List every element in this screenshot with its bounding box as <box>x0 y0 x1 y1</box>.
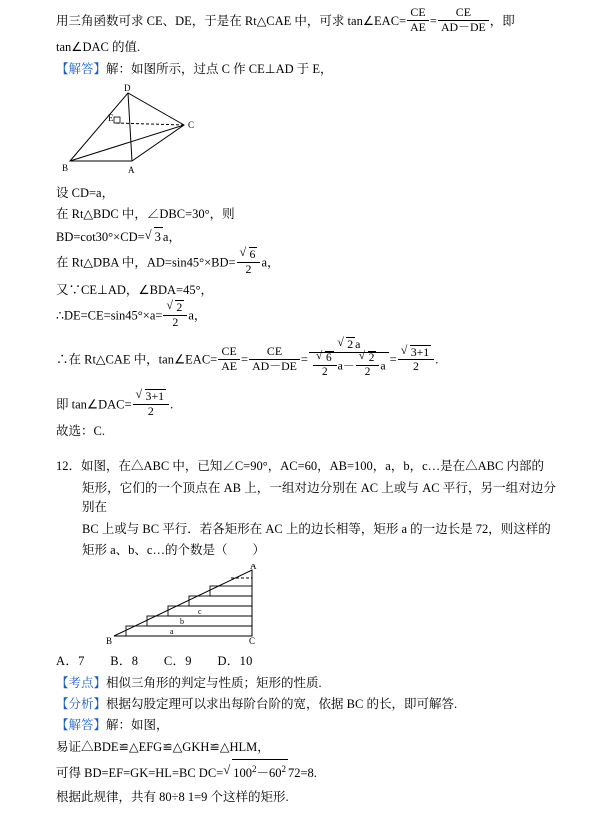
q11-sqrt-2b <box>337 337 355 352</box>
q11-frac-2-den: AD－DE <box>440 19 486 34</box>
q11-step-1: 设 CD=a， <box>56 186 115 201</box>
kaodian-text: 相似三角形的判定与性质；矩形的性质. <box>106 675 322 690</box>
q11-eq-3: = <box>389 352 397 367</box>
q11-frac-ce-ae-num: CE <box>218 345 240 360</box>
q11-sqrt-3plus1 <box>401 345 432 360</box>
q12-label-C: C <box>249 636 256 647</box>
q11-sqrt-3plus1-rad: 3+1 <box>410 344 430 359</box>
q11-eq-1: = <box>241 352 249 367</box>
q11-step-5: 又∵CE⊥AD，∠BDA=45°， <box>56 282 214 297</box>
q12-jieda-line <box>56 716 556 735</box>
answer-tag: 【解答】 <box>56 61 107 76</box>
q11-eq-2: = <box>300 352 308 367</box>
q12-step-2-a: 可得 BD=EF=GK=HL=BC DC= <box>56 766 224 781</box>
q11-step-3-b: a， <box>162 229 181 244</box>
q11-sqrt-6b <box>316 351 334 365</box>
q11-intro-text-b: ，即 <box>489 14 515 29</box>
q11-intro-line <box>56 5 556 36</box>
q11-frac-final-num <box>133 389 170 405</box>
q11-frac-ce-ad-de-num: CE <box>249 345 300 360</box>
q11-frac-2 <box>438 6 489 34</box>
q11-sqrt-final-rad: 3+1 <box>145 389 165 403</box>
q11-inner-frac-sqrt2 <box>356 351 380 379</box>
q11-sqrt-6b-rad: 6 <box>325 352 332 365</box>
q11-label-C: C <box>188 120 195 131</box>
q11-sqrt-2-rad: 2 <box>176 300 183 315</box>
q11-sqrt-2b-rad: 2 <box>347 337 354 352</box>
q11-step-3 <box>56 227 556 247</box>
q11-frac-ce-ae <box>218 345 240 373</box>
q11-frac-big <box>309 337 389 381</box>
q12-figure-svg <box>104 564 264 646</box>
q11-label-E: E <box>108 113 114 124</box>
jieda-tag: 【解答】 <box>56 718 107 733</box>
q12-sup-2b: 2 <box>281 764 286 775</box>
q11-label-D: D <box>124 83 131 94</box>
q12-step-2-b: 72=8. <box>287 766 317 781</box>
document-body <box>56 5 556 810</box>
q11-inner-frac-sqrt6-den: 2 <box>321 366 328 379</box>
q11-label-A: A <box>128 165 135 176</box>
q11-label-B: B <box>62 163 69 174</box>
q11-sqrt-3 <box>145 227 163 247</box>
q11-inner-frac-sqrt2-num <box>356 351 380 366</box>
q11-frac-result-num <box>398 345 435 361</box>
q11-step-6-a: ∴DE=CE=sin45°×a= <box>56 308 163 323</box>
q11-figure-svg <box>56 83 246 178</box>
q12-label-a: a <box>170 627 174 637</box>
q12-label-c: c <box>198 607 202 617</box>
q12-sup-2a: 2 <box>251 764 257 775</box>
q11-frac-final <box>133 389 170 418</box>
answer-text: 解：如图所示，过点 C 作 CE⊥AD 于 E， <box>106 61 333 76</box>
q12-options: A．7 B．8 C．9 D．10 <box>56 654 253 669</box>
q12-number: 12． <box>56 459 82 474</box>
q11-frac-sqrt2-den: 2 <box>172 314 179 329</box>
q11-frac-sqrt2-2 <box>163 300 187 329</box>
q12-step-1: 易证△BDE≌△EFG≌△GKH≌△HLM， <box>56 739 270 754</box>
q11-frac-ce-ae-den: AE <box>221 358 238 373</box>
q11-answer-line <box>56 60 556 79</box>
q11-period-1: . <box>435 352 439 367</box>
q11-step-4-b: a， <box>261 255 280 270</box>
q12-stem-line-2: 矩形，它们的一个顶点在 AB 上，一组对边分别在 AC 上或与 AC 平行，另一组对边分别在 <box>82 480 556 515</box>
q11-frac-result-den: 2 <box>413 359 419 374</box>
q12-stem-text-1: 如图，在△ABC 中，已知∠C=90°，AC=60，AB=100，a，b，c…是在△ABC 内部的 <box>81 459 544 474</box>
fenxi-text: 根据勾股定理可以求出每阶台阶的宽，依据 BC 的长，即可解答. <box>106 697 458 712</box>
q12-stem-line-4: 矩形 a、b、c…的个数是（ ） <box>82 542 265 557</box>
q11-step-8 <box>56 391 556 420</box>
q12-label-A: A <box>250 564 257 572</box>
q12-figure <box>56 564 556 650</box>
q11-inner-frac-sqrt6-num <box>313 351 337 366</box>
jieda-text: 解：如图， <box>106 718 169 733</box>
q11-den-tail: a <box>380 358 386 373</box>
q12-fenxi-line <box>56 695 556 714</box>
fenxi-tag: 【分析】 <box>56 697 107 712</box>
q11-intro-text-a: 用三角函数可求 CE、DE，于是在 Rt△CAE 中，可求 tan∠EAC= <box>56 14 407 29</box>
q11-frac-big-den <box>309 353 389 381</box>
q11-step-7 <box>56 339 556 383</box>
kaodian-tag: 【考点】 <box>56 675 107 690</box>
q11-conclusion: 故选：C. <box>56 424 105 439</box>
q12-stem-line-1 <box>56 457 556 476</box>
q11-sqrt-2c-rad: 2 <box>368 352 375 365</box>
q11-period-2: . <box>170 397 174 412</box>
q11-step-8-a: 即 tan∠DAC= <box>56 397 132 412</box>
q11-frac-sqrt6-den: 2 <box>245 262 252 277</box>
q11-frac-1 <box>407 6 429 34</box>
q12-minus: － <box>256 766 269 781</box>
q11-step-2: 在 Rt△BDC 中，∠DBC=30°，则 <box>56 207 235 222</box>
q11-sqrt-final <box>136 389 167 404</box>
q12-sqrt-expr <box>223 759 288 786</box>
q12-val-100: 100 <box>233 766 252 781</box>
q12-step-2 <box>56 759 556 786</box>
q12-val-60: 60 <box>268 766 282 781</box>
q11-inner-frac-sqrt6 <box>313 351 337 379</box>
q11-frac-ce-ad-de-den: AD－DE <box>252 358 297 373</box>
q11-equals-1: = <box>429 14 437 29</box>
q11-intro-line-2: tan∠DAC 的值. <box>56 40 141 55</box>
q11-frac-sqrt2-num <box>163 300 187 316</box>
q11-frac-1-den: AE <box>410 19 426 34</box>
q11-sqrt-6 <box>240 247 258 262</box>
q12-block <box>56 457 556 807</box>
q11-sqrt-6-rad: 6 <box>249 247 256 262</box>
q11-frac-final-den: 2 <box>147 403 154 418</box>
q11-frac-result <box>398 345 435 374</box>
q11-frac-sqrt6-2 <box>237 247 261 276</box>
q11-inner-frac-sqrt2-den: 2 <box>364 366 371 379</box>
q11-step-3-a: BD=cot30°×CD= <box>56 229 145 244</box>
q11-step-4 <box>56 249 556 278</box>
q12-sqrt-expr-rad <box>232 759 288 786</box>
q11-den-minus: a－ <box>337 358 355 373</box>
q11-sqrt-2 <box>166 300 184 315</box>
q12-label-B: B <box>106 636 113 647</box>
q11-frac-1-num: CE <box>407 6 429 21</box>
q11-sqrt-3-rad: 3 <box>154 227 163 247</box>
q12-step-3: 根据此规律，共有 80÷8 1=9 个这样的矩形. <box>56 790 289 805</box>
q11-step-7-a: ∴在 Rt△CAE 中，tan∠EAC= <box>56 352 218 367</box>
q11-frac-2-num: CE <box>438 6 489 21</box>
q11-step-6 <box>56 302 556 331</box>
q11-frac-ce-ad-de <box>249 345 300 373</box>
q11-frac-sqrt6-num <box>237 247 261 263</box>
q11-sqrt-2c <box>359 351 377 365</box>
q12-stem-line-3: BC 上或与 BC 平行．若各矩形在 AC 上的边长相等，矩形 a 的一边长是 72，则这样的 <box>82 521 551 536</box>
q12-label-b: b <box>180 617 184 627</box>
q11-figure <box>56 83 556 182</box>
q11-step-4-a: 在 Rt△DBA 中，AD=sin45°×BD= <box>56 255 236 270</box>
q11-frac-big-num-tail: a <box>355 337 361 352</box>
q12-kaodian-line <box>56 674 556 693</box>
q11-step-6-b: a， <box>188 308 207 323</box>
